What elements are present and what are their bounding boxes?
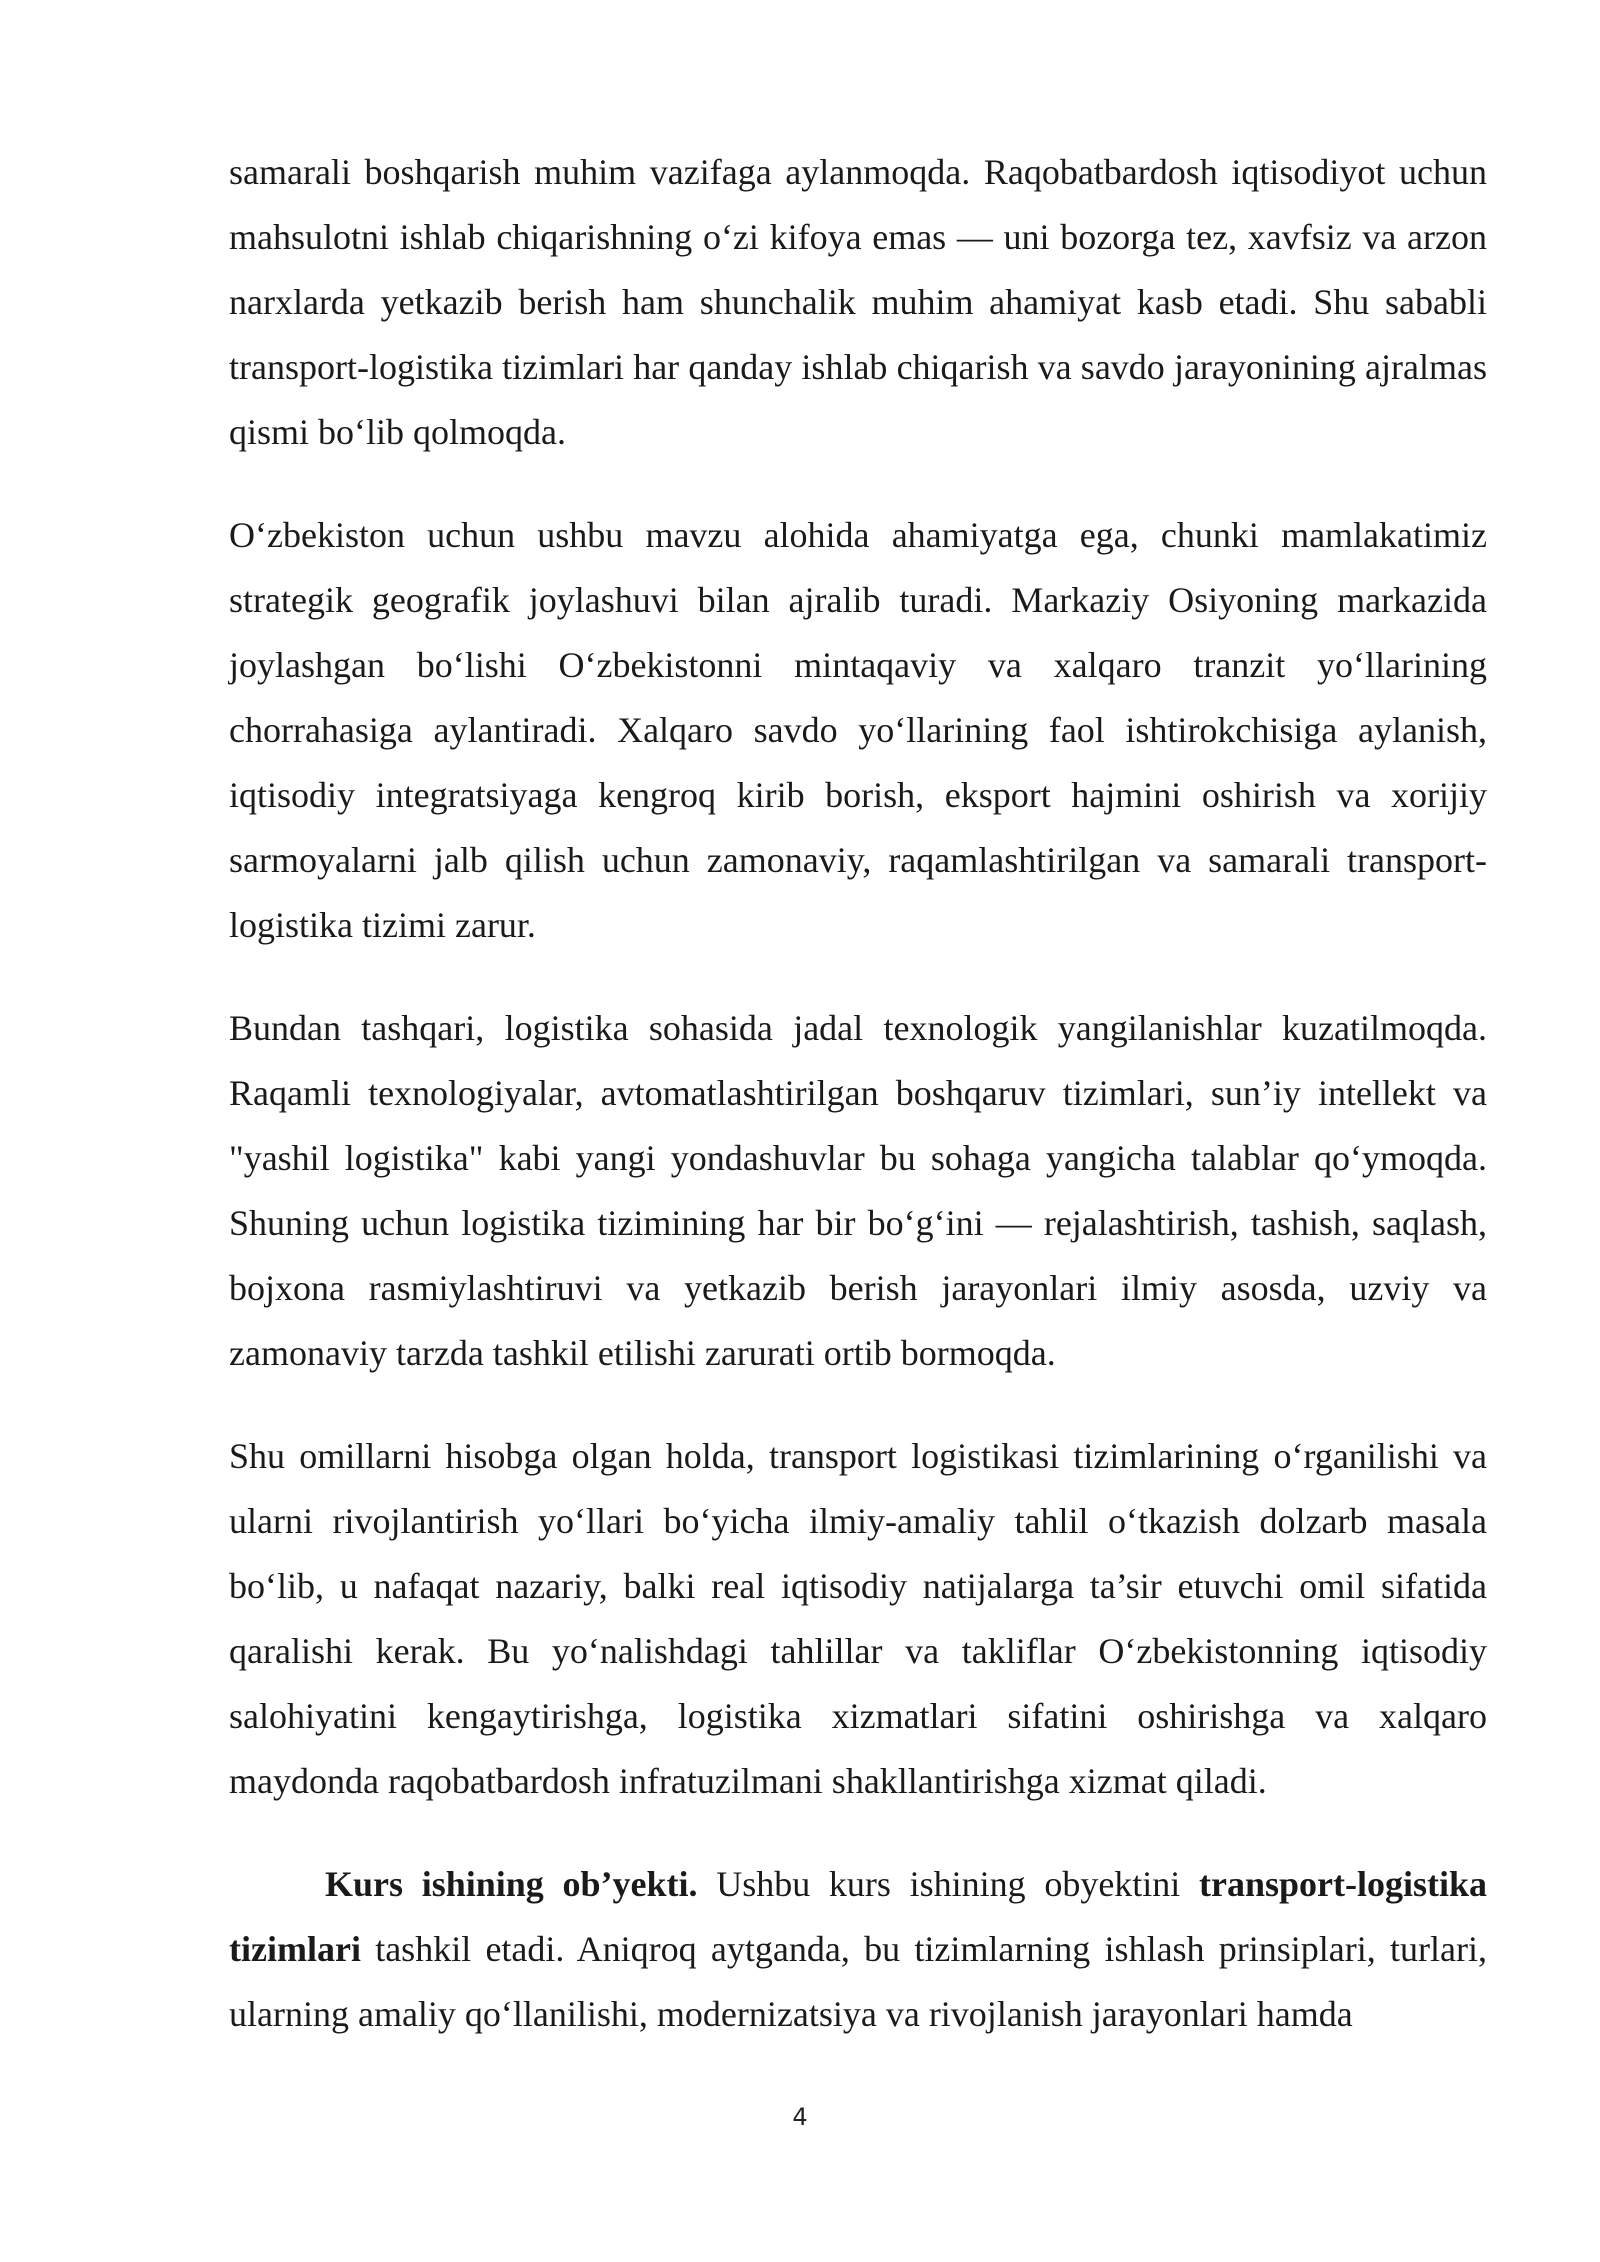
object-text-end: tashkil etadi. Aniqroq aytganda, bu tizimlarning ishlash prinsiplari, turlari, ularning amaliy qo‘llanilishi, modernizatsiya va rivojlanish jarayonlari hamda [229,1929,1487,2034]
body-text [229,140,1487,2085]
paragraph: Bundan tashqari, logistika sohasida jadal texnologik yangilanishlar kuzatilmoqda. Raqamli texnologiyalar, avtomatlashtirilgan boshqaruv tizimlari, sun’iy intellekt va "yashil logistika" kabi yangi yondashuvlar bu sohaga yangicha talablar qo‘ymoqda. Shuning uchun logistika tizimining har bir bo‘g‘ini — rejalashtirish, tashish, saqlash, bojxona rasmiylashtiruvi va yetkazib berish jarayonlari ilmiy asosda, uzviy va zamonaviy tarzda tashkil etilishi zarurati ortib bormoqda. [229,1008,1487,1373]
object-heading: Kurs ishining ob’yekti. [325,1864,698,1904]
paragraph: O‘zbekiston uchun ushbu mavzu alohida ahamiyatga ega, chunki mamlakatimiz strategik geografik joylashuvi bilan ajralib turadi. Markaziy Osiyoning markazida joylashgan bo‘lishi O‘zbekistonni mintaqaviy va xalqaro tranzit yo‘llarining chorrahasiga aylantiradi. Xalqaro savdo yo‘llarining faol ishtirokchisiga aylanish, iqtisodiy integratsiyaga kengroq kirib borish, eksport hajmini oshirish va xorijiy sarmoyalarni jalb qilish uchun zamonaviy, raqamlashtirilgan va samarali transport-logistika tizimi zarur. [229,515,1487,945]
paragraph: Shu omillarni hisobga olgan holda, transport logistikasi tizimlarining o‘rganilishi va ularni rivojlantirish yo‘llari bo‘yicha ilmiy-amaliy tahlil o‘tkazish dolzarb masala bo‘lib, u nafaqat nazariy, balki real iqtisodiy natijalarga ta’sir etuvchi omil sifatida qaralishi kerak. Bu yo‘nalishdagi tahlillar va takliflar O‘zbekistonning iqtisodiy salohiyatini kengaytirishga, logistika xizmatlari sifatini oshirishga va xalqaro maydonda raqobatbardosh infratuzilmani shakllantirishga xizmat qiladi. [229,1436,1487,1801]
object-bold-term: transport-logistika tizimlari [229,1864,1487,1969]
page-number: 4 [792,2103,808,2131]
object-text-start: Ushbu kurs ishining obyektini [697,1864,1199,1904]
paragraph: samarali boshqarish muhim vazifaga aylanmoqda. Raqobatbardosh iqtisodiyot uchun mahsulotni ishlab chiqarishning o‘zi kifoya emas — uni bozorga tez, xavfsiz va arzon narxlarda yetkazib berish ham shunchalik muhim ahamiyat kasb etadi. Shu sababli transport-logistika tizimlari har qanday ishlab chiqarish va savdo jarayonining ajralmas qismi bo‘lib qolmoqda. [229,152,1487,452]
object-paragraph [229,1852,1487,2047]
